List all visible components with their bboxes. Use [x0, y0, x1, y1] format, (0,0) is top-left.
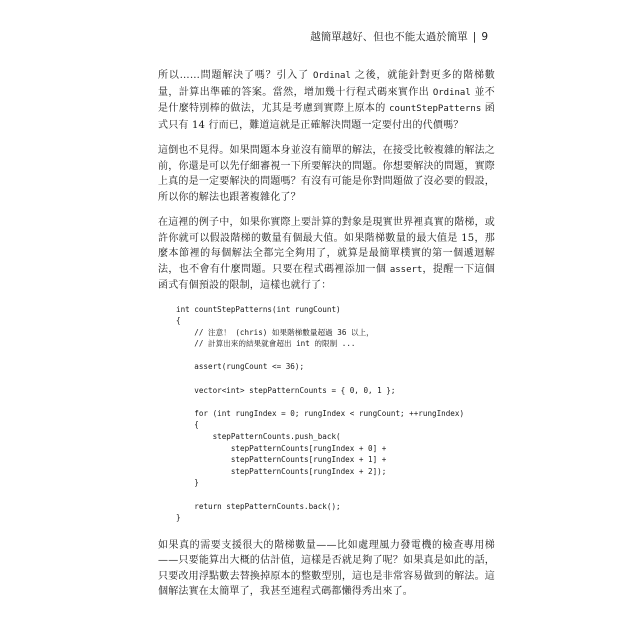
- inline-code: assert: [389, 264, 423, 275]
- page-number: 9: [481, 31, 488, 43]
- paragraph-text: 之後，就能針對更多的階梯數量，計算出準確的答案。當然，增加幾十行程式碼來實作出: [158, 70, 495, 98]
- code-line: int countStepPatterns(int rungCount): [176, 304, 341, 314]
- code-line: [176, 489, 495, 501]
- code-line: stepPatternCounts.push_back(: [176, 432, 341, 442]
- code-line: [176, 396, 495, 408]
- paragraph-2: [158, 143, 495, 205]
- page-body: [158, 68, 495, 610]
- code-line: }: [176, 478, 199, 488]
- code-line: {: [176, 316, 181, 326]
- inline-code: Ordinal: [432, 87, 471, 98]
- inline-code: Ordinal: [312, 71, 351, 81]
- code-line: stepPatternCounts[rungIndex + 0] +: [176, 443, 387, 453]
- code-line: }: [176, 513, 181, 523]
- paragraph-text: 函式只有 14 行而已，難道這就是正確解決問題一定要付出的代價嗎？: [158, 103, 495, 131]
- paragraph-1: [158, 68, 495, 133]
- paragraph-text: 這倒也不見得。如果問題本身並沒有簡單的解法，在接受比較複雜的解法之前，你還是可以先仔細審視一下所要解決的問題。你想要解決的問題，實際上真的是一定要解決的問題嗎？有沒有可能是你對問題做了沒必要的假設，所以你的解法也跟著複雜化了？: [158, 145, 495, 203]
- code-line: return stepPatternCounts.back();: [176, 501, 341, 511]
- code-line: vector<int> stepPatternCounts = { 0, 0, 1 };: [176, 385, 396, 395]
- paragraph-text: 所以……問題解決了嗎？引入了: [158, 70, 313, 81]
- closing-paragraph: 如果真的需要支援很大的階梯數量——比如處理風力發電機的檢查專用梯——只要能算出大概的估計值，這樣是否就足夠了呢？如果真是如此的話，只要改用浮點數去替換掉原本的整數型別，這也是非常容易做到的解法。這個解法實在太簡單了，我甚至連程式碼都懶得秀出來了。: [158, 539, 495, 598]
- code-line: assert(rungCount <= 36);: [176, 362, 305, 372]
- running-head: [310, 29, 488, 44]
- paragraph-3: [158, 215, 495, 294]
- code-line: stepPatternCounts[rungIndex + 1] +: [176, 455, 387, 465]
- code-line: [176, 373, 495, 385]
- chapter-title: 越簡單越好、但也不能太過於簡單: [310, 31, 468, 43]
- code-line: {: [176, 420, 199, 430]
- code-line: // 計算出來的結果就會超出 int 的限制 ...: [176, 339, 356, 349]
- code-line: for (int rungIndex = 0; rungIndex < rungCount; ++rungIndex): [176, 408, 465, 418]
- code-line: [176, 350, 495, 362]
- code-line: // 注意！ (chris) 如果階梯數量超過 36 以上，: [176, 327, 374, 337]
- inline-code: countStepPatterns: [389, 104, 482, 114]
- paragraph-text: 並不是什麼特別棒的做法，尤其是考慮到實際上原本的: [158, 86, 495, 114]
- code-line: stepPatternCounts[rungIndex + 2]);: [176, 466, 387, 476]
- paragraph-text: 在這裡的例子中，如果你實際上要計算的對象是現實世界裡真實的階梯，或許你就可以假設階梯的數量有個最大值。如果階梯數量的最大值是 15，那麼本節裡的每個解法全都完全夠用了，就算是最簡單樸實的第一個遞迴解法，也不會有什麼問題。只要在程式碼裡添加一個: [158, 217, 495, 275]
- header-separator: |: [472, 31, 477, 43]
- paragraph-text: ，提醒一下這個函式有個預設的限制，這樣也就行了：: [158, 263, 495, 291]
- code-listing: [176, 304, 495, 524]
